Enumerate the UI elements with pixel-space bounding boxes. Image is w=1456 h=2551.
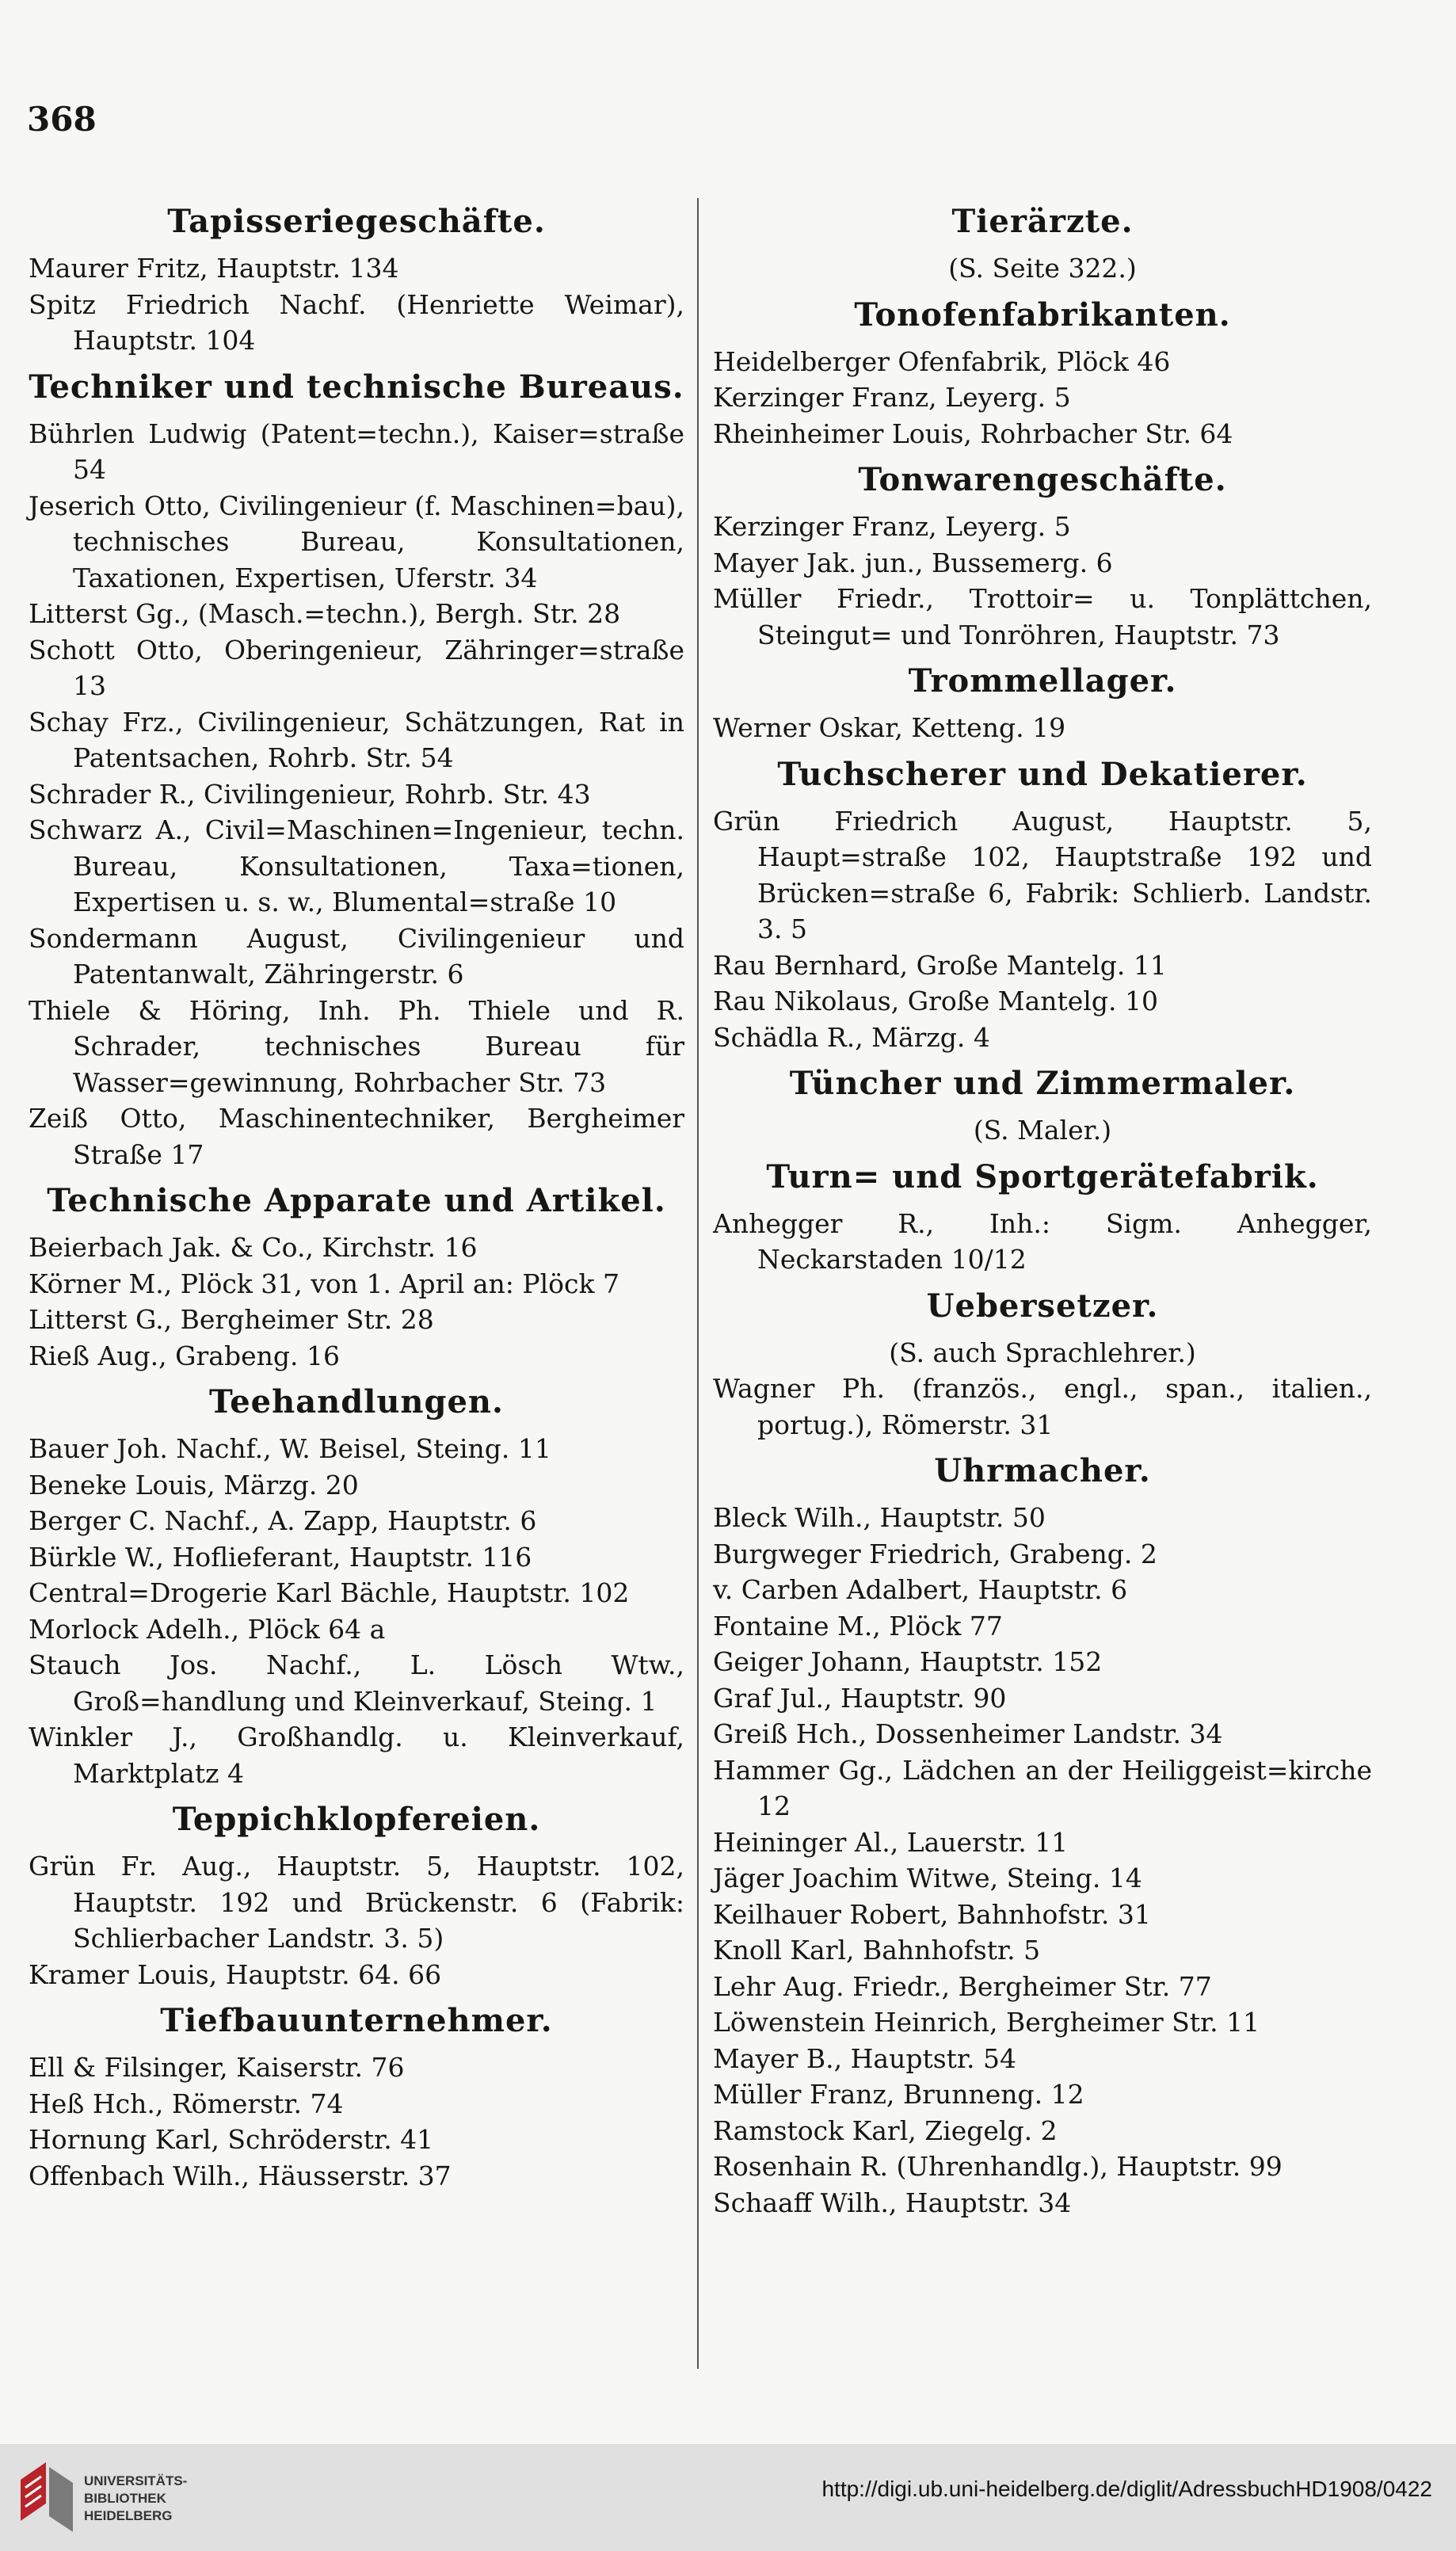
directory-entry: Jeserich Otto, Civilingenieur (f. Maschinen=bau), technisches Bureau, Konsultationen, Taxationen, Expertisen, Uferstr. 34 [29, 490, 684, 593]
directory-entry: Löwenstein Heinrich, Bergheimer Str. 11 [713, 2007, 1260, 2038]
directory-entry: Graf Jul., Hauptstr. 90 [713, 1682, 1007, 1714]
directory-entry: Keilhauer Robert, Bahnhofstr. 31 [713, 1898, 1151, 1930]
directory-entry: Rieß Aug., Grabeng. 16 [29, 1340, 340, 1371]
directory-entry: Bührlen Ludwig (Patent=techn.), Kaiser=straße 54 [29, 418, 684, 485]
directory-entry: Zeiß Otto, Maschinentechniker, Bergheimer Straße 17 [29, 1103, 684, 1170]
directory-section [29, 1380, 684, 1791]
directory-section [713, 1155, 1372, 1278]
directory-entry: v. Carben Adalbert, Hauptstr. 6 [713, 1574, 1128, 1605]
directory-entry: Rau Nikolaus, Große Mantelg. 10 [713, 986, 1158, 1016]
directory-section [713, 293, 1372, 452]
directory-entry: Schott Otto, Oberingenieur, Zähringer=straße 13 [29, 634, 684, 701]
directory-section [29, 1798, 684, 1992]
directory-entry: Schwarz A., Civil=Maschinen=Ingenieur, techn. Bureau, Konsultationen, Taxa=tionen, Expertisen u. s. w., Blumental=straße 10 [29, 814, 684, 917]
directory-entry: Ramstock Karl, Ziegelg. 2 [713, 2114, 1058, 2146]
directory-entry: Spitz Friedrich Nachf. (Henriette Weimar), Hauptstr. 104 [29, 288, 684, 356]
section-heading: Tonofenfabrikanten. [854, 296, 1231, 334]
directory-section [713, 1062, 1372, 1149]
directory-entry: Beierbach Jak. & Co., Kirchstr. 16 [29, 1232, 478, 1263]
section-heading: Trommellager. [908, 662, 1177, 700]
library-logo [14, 2456, 204, 2539]
directory-entry: Morlock Adelh., Plöck 64 a [29, 1613, 386, 1645]
directory-entry: Rheinheimer Louis, Rohrbacher Str. 64 [713, 418, 1233, 449]
section-heading: Uebersetzer. [926, 1287, 1159, 1325]
source-url-link[interactable]: http://digi.ub.uni-heidelberg.de/diglit/AdressbuchHD1908/0422 [821, 2477, 1432, 2501]
directory-section [713, 1449, 1372, 2221]
logo-line-3: HEIDELBERG [84, 2508, 173, 2523]
directory-entry: Grün Friedrich August, Hauptstr. 5, Haupt=straße 102, Hauptstraße 192 und Brücken=straße 6, Fabrik: Schlierb. Landstr. 3. 5 [713, 805, 1372, 944]
cross-reference-note: (S. Seite 322.) [948, 253, 1137, 284]
directory-entry: Stauch Jos. Nachf., L. Lösch Wtw., Groß=handlung und Kleinverkauf, Steing. 1 [29, 1649, 684, 1717]
directory-entry: Sondermann August, Civilingenieur und Patentanwalt, Zähringerstr. 6 [29, 922, 684, 990]
directory-entry: Müller Franz, Brunneng. 12 [713, 2079, 1084, 2110]
section-heading: Tonwarengeschäfte. [858, 461, 1227, 498]
directory-entry: Körner M., Plöck 31, von 1. April an: Plöck 7 [29, 1268, 619, 1299]
directory-entry: Heidelberger Ofenfabrik, Plöck 46 [713, 345, 1171, 377]
directory-entry: Kerzinger Franz, Leyerg. 5 [713, 382, 1071, 413]
directory-entry: Knoll Karl, Bahnhofstr. 5 [713, 1935, 1041, 1966]
directory-entry: Wagner Ph. (französ., engl., span., italien., portug.), Römerstr. 31 [713, 1373, 1372, 1440]
directory-entry: Fontaine M., Plöck 77 [713, 1610, 1003, 1642]
section-heading: Techniker und technische Bureaus. [29, 368, 684, 406]
column-divider [697, 198, 699, 2369]
directory-entry: Offenbach Wilh., Häusserstr. 37 [29, 2160, 452, 2191]
directory-entry: Berger C. Nachf., A. Zapp, Hauptstr. 6 [29, 1505, 537, 1536]
directory-entry: Rosenhain R. (Uhrenhandlg.), Hauptstr. 99 [713, 2151, 1283, 2182]
section-heading: Uhrmacher. [934, 1452, 1151, 1489]
directory-entry: Hornung Karl, Schröderstr. 41 [29, 2124, 434, 2155]
directory-entry: Hammer Gg., Lädchen an der Heiliggeist=kirche 12 [713, 1754, 1372, 1821]
directory-entry: Müller Friedr., Trottoir= u. Tonplättchen, Steingut= und Tonröhren, Hauptstr. 73 [713, 583, 1372, 650]
page-number: 368 [27, 100, 97, 139]
directory-entry: Mayer B., Hauptstr. 54 [713, 2042, 1017, 2074]
directory-entry: Rau Bernhard, Große Mantelg. 11 [713, 949, 1167, 981]
directory-entry: Winkler J., Großhandlg. u. Kleinverkauf, Marktplatz 4 [29, 1722, 684, 1789]
directory-entry: Lehr Aug. Friedr., Bergheimer Str. 77 [713, 1970, 1212, 2002]
directory-entry: Bürkle W., Hoflieferant, Hauptstr. 116 [29, 1541, 532, 1573]
directory-entry: Anhegger R., Inh.: Sigm. Anhegger, Neckarstaden 10/12 [713, 1207, 1372, 1275]
section-heading: Teehandlungen. [209, 1383, 504, 1420]
directory-entry: Greiß Hch., Dossenheimer Landstr. 34 [713, 1718, 1223, 1749]
directory-section [29, 1999, 684, 2194]
section-heading: Tiefbauunternehmer. [160, 2002, 553, 2039]
directory-entry: Heininger Al., Lauerstr. 11 [713, 1826, 1069, 1858]
directory-entry: Heß Hch., Römerstr. 74 [29, 2088, 344, 2119]
directory-section [713, 1284, 1372, 1443]
directory-entry: Schädla R., Märzg. 4 [713, 1021, 990, 1053]
directory-section [713, 458, 1372, 653]
cross-reference-note: (S. auch Sprachlehrer.) [889, 1337, 1196, 1368]
directory-entry: Grün Fr. Aug., Hauptstr. 5, Hauptstr. 102, Hauptstr. 192 und Brückenstr. 6 (Fabrik: Schlierbacher Landstr. 3. 5) [29, 1851, 684, 1954]
section-heading: Tüncher und Zimmermaler. [789, 1065, 1296, 1102]
section-heading: Tuchscherer und Dekatierer. [777, 755, 1308, 793]
left-column [29, 193, 684, 2194]
directory-section [713, 753, 1372, 1056]
directory-entry: Werner Oskar, Ketteng. 19 [713, 712, 1066, 743]
directory-entry: Bleck Wilh., Hauptstr. 50 [713, 1502, 1046, 1533]
logo-line-2: BIBLIOTHEK [84, 2491, 166, 2506]
directory-entry: Ell & Filsinger, Kaiserstr. 76 [29, 2052, 405, 2083]
directory-entry: Mayer Jak. jun., Bussemerg. 6 [713, 547, 1113, 578]
directory-entry: Litterst G., Bergheimer Str. 28 [29, 1304, 434, 1335]
directory-section [713, 659, 1372, 746]
section-heading: Technische Apparate und Artikel. [47, 1182, 666, 1219]
section-heading: Tierärzte. [951, 203, 1134, 240]
directory-entry: Geiger Johann, Hauptstr. 152 [713, 1646, 1103, 1677]
directory-entry: Bauer Joh. Nachf., W. Beisel, Steing. 11 [29, 1433, 551, 1464]
directory-entry: Schay Frz., Civilingenieur, Schätzungen, Rat in Patentsachen, Rohrb. Str. 54 [29, 706, 684, 773]
directory-section [29, 1179, 684, 1374]
directory-entry: Litterst Gg., (Masch.=techn.), Bergh. Str. 28 [29, 598, 621, 629]
directory-entry: Burgweger Friedrich, Grabeng. 2 [713, 1538, 1157, 1569]
directory-entry: Jäger Joachim Witwe, Steing. 14 [713, 1863, 1142, 1893]
directory-entry: Kramer Louis, Hauptstr. 64. 66 [29, 1958, 442, 1990]
logo-line-1: UNIVERSITÄTS- [84, 2473, 188, 2488]
directory-entry: Beneke Louis, Märzg. 20 [29, 1469, 359, 1500]
library-logo-icon [14, 2456, 79, 2539]
directory-entry: Schrader R., Civilingenieur, Rohrb. Str. 43 [29, 778, 591, 810]
directory-entry: Central=Drogerie Karl Bächle, Hauptstr. 102 [29, 1577, 630, 1608]
right-column [713, 193, 1372, 2221]
cross-reference-note: (S. Maler.) [973, 1115, 1112, 1146]
section-heading: Turn= und Sportgerätefabrik. [766, 1157, 1319, 1195]
directory-section [29, 200, 684, 359]
directory-section [713, 200, 1372, 287]
section-heading: Teppichklopfereien. [172, 1801, 541, 1838]
section-heading: Tapisseriegeschäfte. [167, 203, 546, 240]
directory-entry: Schaaff Wilh., Hauptstr. 34 [713, 2187, 1072, 2218]
directory-section [29, 365, 684, 1173]
directory-entry: Maurer Fritz, Hauptstr. 134 [29, 253, 399, 284]
directory-entry: Thiele & Höring, Inh. Ph. Thiele und R. Schrader, technisches Bureau für Wasser=gewinnung, Rohrbacher Str. 73 [29, 994, 684, 1098]
directory-entry: Kerzinger Franz, Leyerg. 5 [713, 511, 1071, 542]
